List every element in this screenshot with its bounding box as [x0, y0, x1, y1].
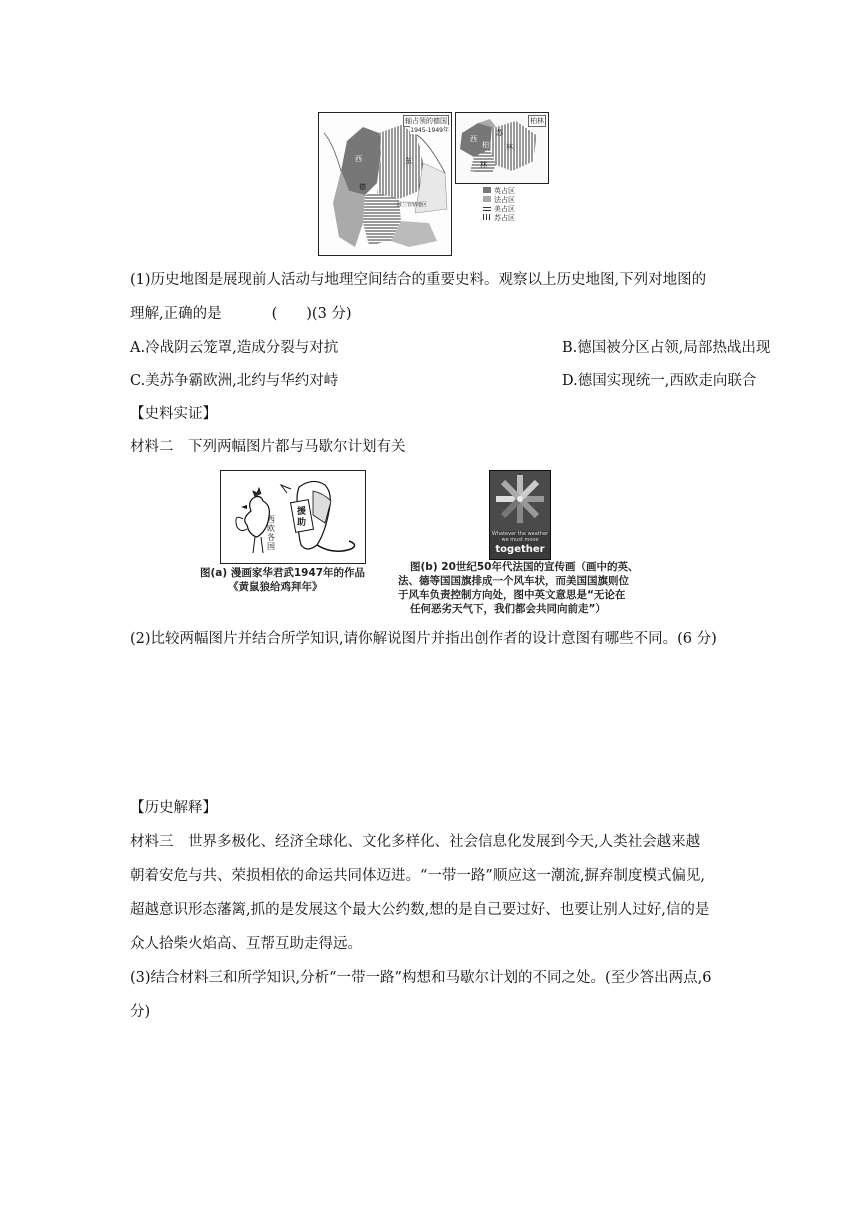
q3-stem-line1: (3)结合材料三和所学知识,分析“一带一路”构想和马歇尔计划的不同之处。(至少答出两点,6	[130, 970, 712, 986]
occupied-germany-map	[318, 112, 452, 256]
q1-stem-text: 理解,正确的是	[130, 306, 222, 322]
q1-stem-line2	[130, 304, 352, 324]
fig-b-caption-line3: 于风车负责控制方向处，图中英文意思是“无论在	[398, 589, 626, 601]
label-de: 德	[359, 183, 366, 191]
svg-text:林: 林	[480, 161, 487, 169]
material3-line1: 材料三 世界多极化、经济全球化、文化多样化、社会信息化发展到今天,人类社会越来越	[130, 834, 701, 850]
q2-answer-area[interactable]	[130, 660, 742, 790]
germany-map-svg	[319, 113, 451, 255]
q3-answer-area[interactable]	[130, 1032, 742, 1182]
q1-option-d[interactable]: D.德国实现统一,西欧走向联合	[562, 373, 757, 389]
svg-text:苏: 苏	[496, 129, 503, 137]
svg-text:西: 西	[470, 135, 477, 143]
legend-soviet: 苏占区	[494, 214, 515, 222]
q1-options-row2	[130, 371, 757, 391]
section3-heading: 【历史解释】	[130, 800, 217, 816]
q1-options-row1	[130, 338, 771, 358]
cartoon-svg	[221, 471, 365, 563]
poster-figure-b	[489, 470, 551, 560]
svg-text:林: 林	[506, 143, 513, 151]
q2-stem: (2)比较两幅图片并结合所学知识,请你解说图片并指出创作者的设计意图有哪些不同。(6 分)	[130, 631, 717, 647]
windmill-svg	[490, 471, 550, 531]
fig-b-caption-line2: 法、德等国国旗排成一个风车状，而美国国旗则位	[398, 575, 629, 587]
legend-us: 美占区	[494, 205, 515, 213]
q3-stem-line2: 分)	[130, 1004, 151, 1020]
fig-b-caption-line4: 任何恶劣天气下，我们都会共同向前走”）	[410, 603, 606, 615]
fig-a-caption-line2: 《黄鼠狼给鸡拜年》	[228, 581, 323, 593]
q1-stem-line1: (1)历史地图是展现前人活动与地理空间结合的重要史料。观察以上历史地图,下列对地图的	[130, 272, 707, 288]
fig-a-caption-line1: 图(a) 漫画家华君武1947年的作品	[200, 567, 366, 579]
svg-text:柏: 柏	[482, 141, 489, 149]
cartoon-aid-label: 援助	[297, 507, 307, 528]
q1-answer-blank[interactable]: ( )(3 分)	[271, 306, 352, 322]
map-years: 1945-1949年	[410, 127, 449, 134]
soviet-zone	[377, 125, 423, 199]
rooster-drawing	[236, 488, 270, 553]
section2-heading: 【史料实证】	[130, 406, 217, 422]
berlin-title: 柏林	[530, 117, 544, 125]
q1-option-a[interactable]: A.冷战阴云笼罩,造成分裂与对抗	[130, 340, 339, 356]
poster-text-2: we must move	[501, 537, 539, 543]
material3-line4: 众人拾柴火焰高、互帮互助走得远。	[130, 936, 362, 952]
q1-option-b[interactable]: B.德国被分区占领,局部热战出现	[562, 340, 771, 356]
legend-british: 英占区	[494, 187, 515, 195]
cartoon-chicken-label: 西欧各国	[267, 515, 275, 551]
q1-option-c[interactable]: C.美苏争霸欧洲,北约与华约对峙	[130, 373, 339, 389]
poster-text-together: together	[495, 544, 545, 555]
legend-french: 法占区	[494, 196, 515, 204]
weasel-drawing	[281, 481, 355, 551]
material3-line2: 朝着安危与共、荣损相依的命运共同体迈进。“一带一路”顺应这一潮流,摒弃制度模式偏见,	[130, 868, 706, 884]
label-east: 东	[405, 157, 412, 165]
fig-b-caption-line1: 图(b) 20世纪50年代法国的宣传画（画中的英、	[410, 561, 639, 573]
poster-text-1: Whatever the weather	[491, 531, 549, 537]
cartoon-figure-a	[220, 470, 366, 564]
label-polish: 波兰管辖地区	[397, 202, 428, 208]
material3-line3: 超越意识形态藩篱,抓的是发展这个最大公约数,想的是自己要过好、也要让别人过好,信的是	[130, 902, 710, 918]
map-legend	[483, 186, 543, 222]
map-title: 轴占领的德国	[405, 117, 447, 125]
label-west: 西	[355, 155, 362, 163]
berlin-inset-map	[455, 112, 549, 184]
material2-intro: 材料二 下列两幅图片都与马歇尔计划有关	[130, 439, 406, 455]
